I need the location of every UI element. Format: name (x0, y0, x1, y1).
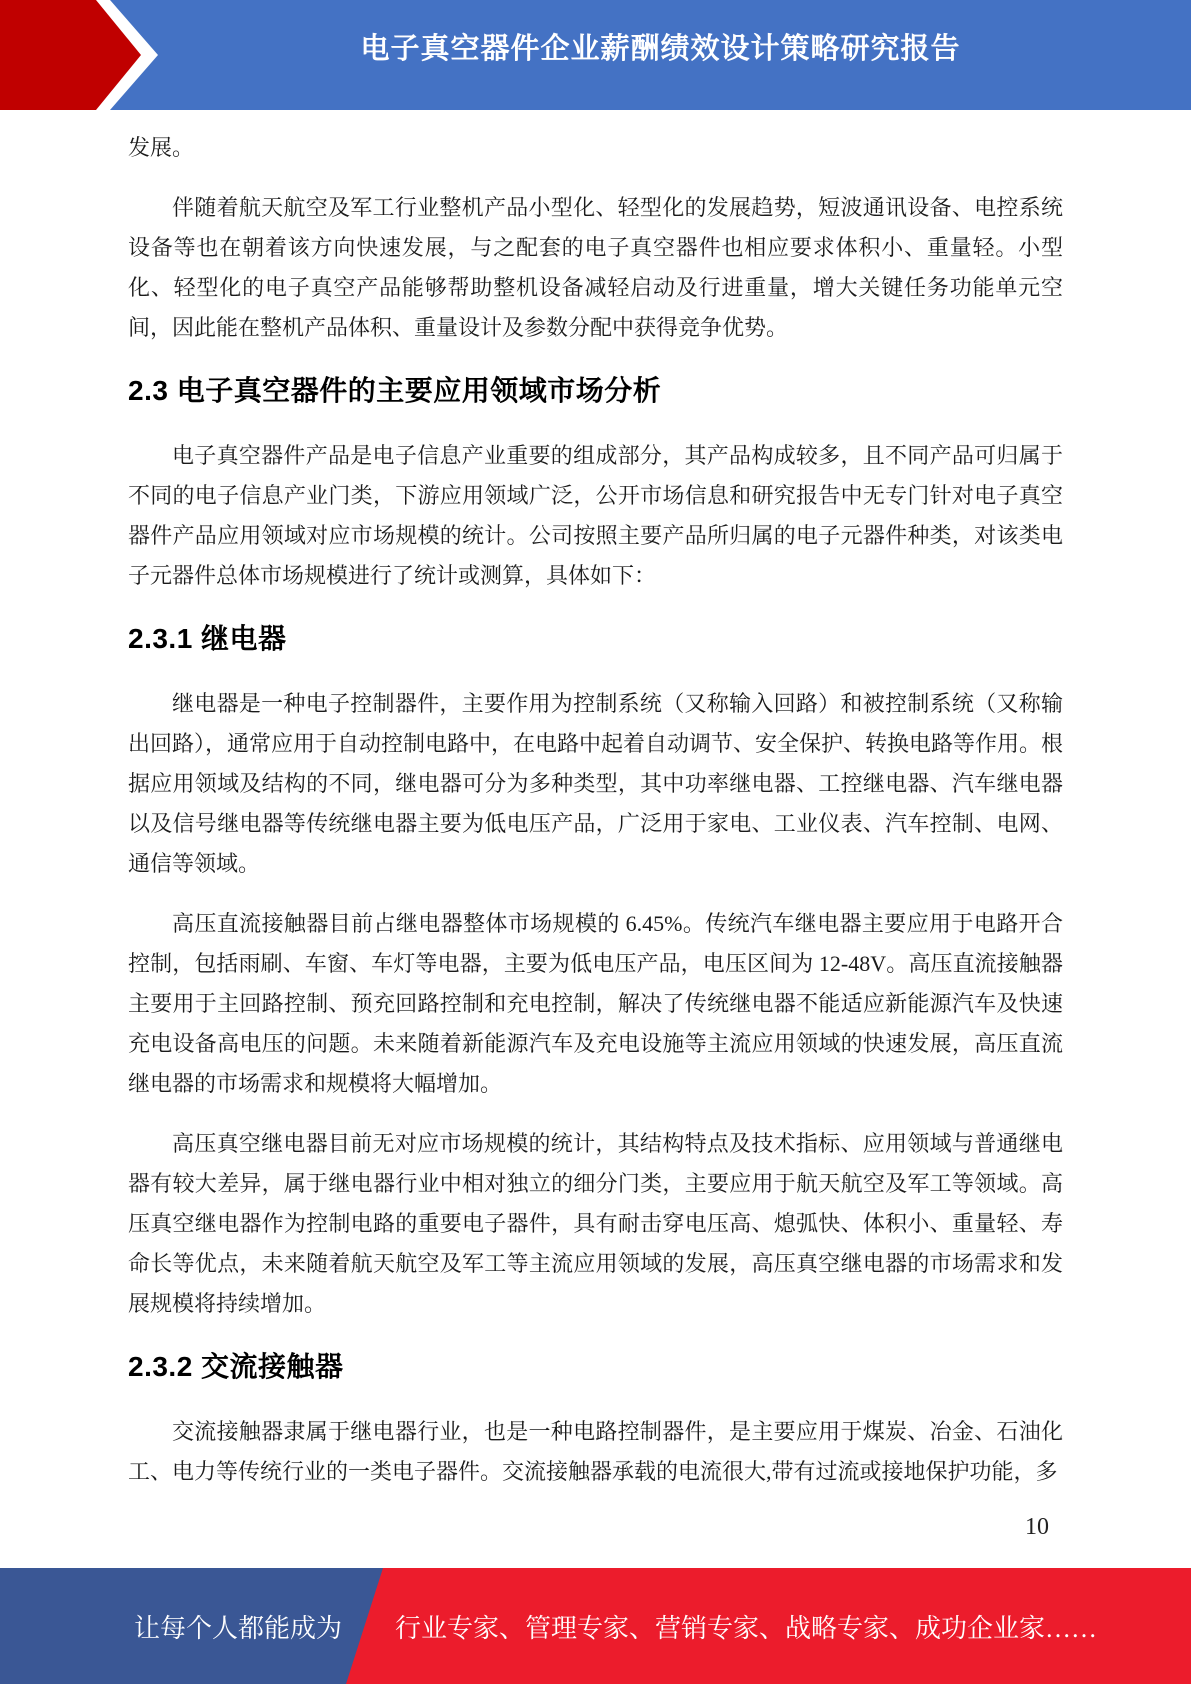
page-number: 10 (1025, 1514, 1049, 1540)
paragraph: 高压直流接触器目前占继电器整体市场规模的 6.45%。传统汽车继电器主要应用于电路开合控制，包括雨刷、车窗、车灯等电器，主要为低电压产品，电压区间为 12-48V。高压直流接触器主要用于主回路控制、预充回路控制和充电控制，解决了传统继电器不能适应新能源汽车及快速充电设备高电压的问题。未来随着新能源汽车及充电设施等主流应用领域的快速发展，高压直流继电器的市场需求和规模将大幅增加。 (128, 911, 1063, 1096)
section-heading: 2.3.2 交流接触器 (128, 1351, 344, 1382)
paragraph: 继电器是一种电子控制器件，主要作用为控制系统（又称输入回路）和被控制系统（又称输出回路），通常应用于自动控制电路中，在电路中起着自动调节、安全保护、转换电路等作用。根据应用领域及结构的不同，继电器可分为多种类型，其中功率继电器、工控继电器、汽车继电器以及信号继电器等传统继电器主要为低电压产品，广泛用于家电、工业仪表、汽车控制、电网、通信等领域。 (128, 691, 1064, 876)
footer-slogan-right: 行业专家、管理专家、营销专家、战略专家、成功企业家…… (395, 1613, 1098, 1643)
paragraph: 发展。 (128, 135, 195, 160)
paragraph: 电子真空器件产品是电子信息产业重要的组成部分，其产品构成较多，且不同产品可归属于不同的电子信息产业门类，下游应用领域广泛，公开市场信息和研究报告中无专门针对电子真空器件产品应用领域对应市场规模的统计。公司按照主要产品所归属的电子元器件种类，对该类电子元器件总体市场规模进行了统计或测算，具体如下： (128, 443, 1063, 588)
report-title: 电子真空器件企业薪酬绩效设计策略研究报告 (360, 32, 961, 65)
page-footer (0, 1568, 1191, 1684)
footer-slogan-left: 让每个人都能成为 (133, 1613, 342, 1643)
section-heading: 2.3.1 继电器 (128, 623, 287, 654)
section-heading: 2.3 电子真空器件的主要应用领域市场分析 (128, 375, 662, 406)
paragraph: 高压真空继电器目前无对应市场规模的统计，其结构特点及技术指标、应用领域与普通继电器有较大差异，属于继电器行业中相对独立的细分门类，主要应用于航天航空及军工等领域。高压真空继电器作为控制电路的重要电子器件，具有耐击穿电压高、熄弧快、体积小、重量轻、寿命长等优点，未来随着航天航空及军工等主流应用领域的发展，高压真空继电器的市场需求和发展规模将持续增加。 (128, 1131, 1063, 1316)
paragraph: 伴随着航天航空及军工行业整机产品小型化、轻型化的发展趋势，短波通讯设备、电控系统设备等也在朝着该方向快速发展，与之配套的电子真空器件也相应要求体积小、重量轻。小型化、轻型化的电子真空产品能够帮助整机设备减轻启动及行进重量，增大关键任务功能单元空间，因此能在整机产品体积、重量设计及参数分配中获得竞争优势。 (128, 195, 1063, 340)
paragraph: 交流接触器隶属于继电器行业，也是一种电路控制器件，是主要应用于煤炭、冶金、石油化工、电力等传统行业的一类电子器件。交流接触器承载的电流很大,带有过流或接地保护功能，多 (128, 1419, 1063, 1484)
document-body (128, 128, 1063, 1542)
header-chevron-icon (0, 0, 170, 110)
report-header (0, 0, 1191, 110)
